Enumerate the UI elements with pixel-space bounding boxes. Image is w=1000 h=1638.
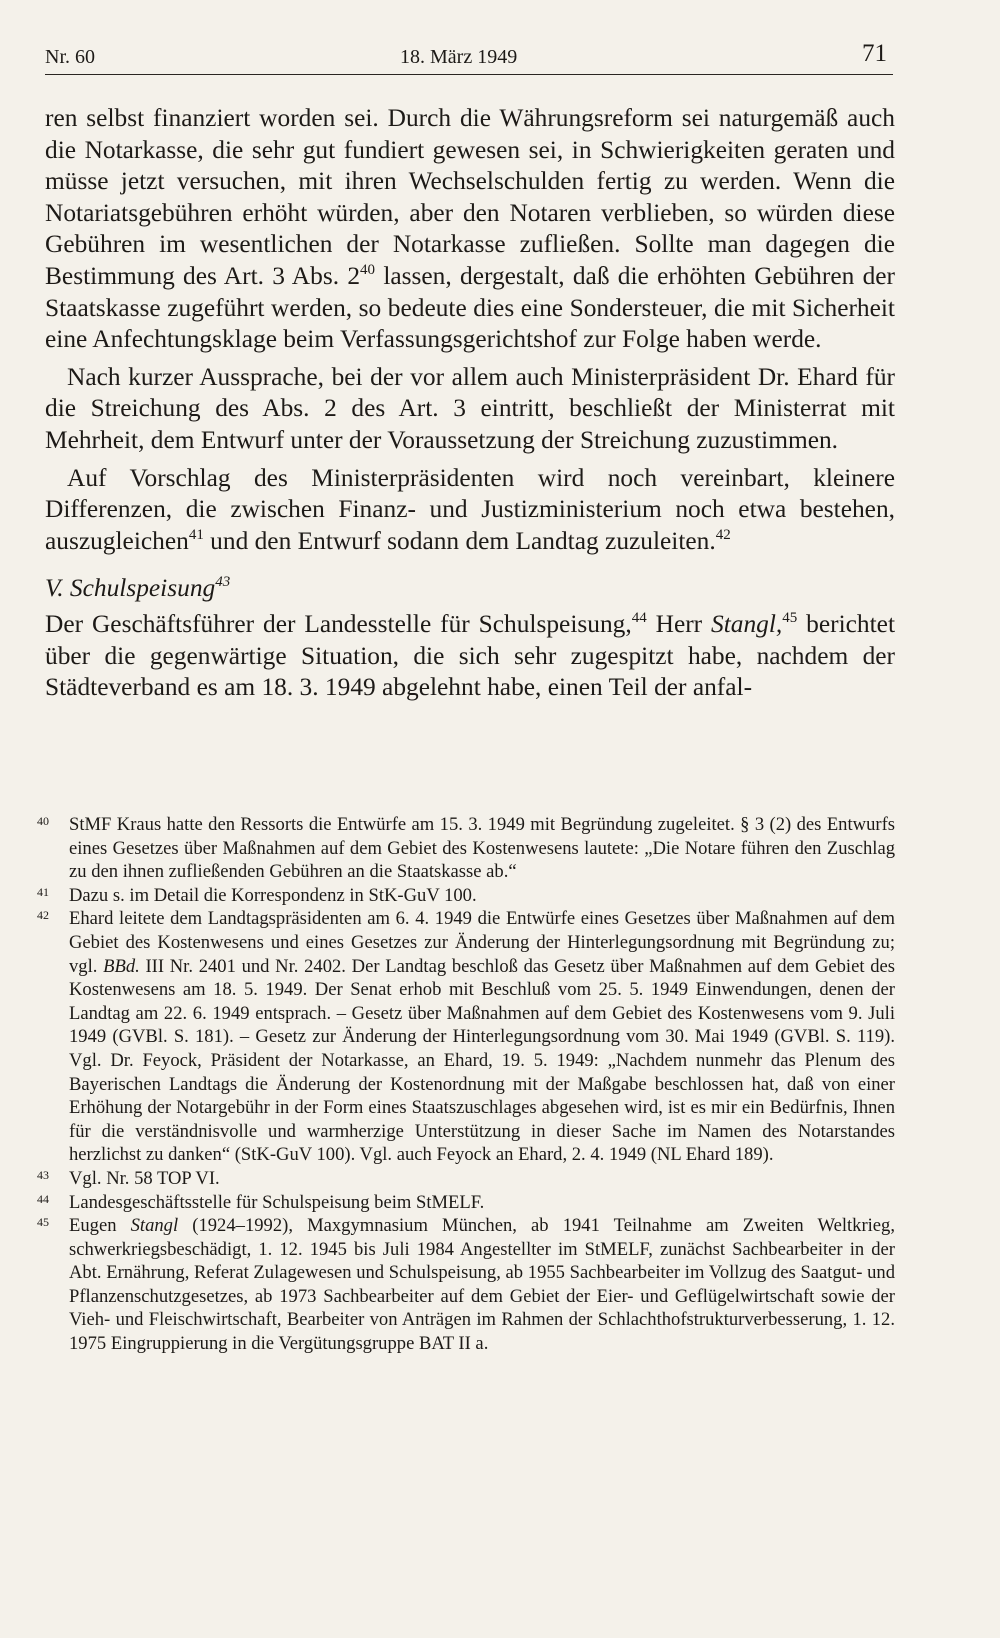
footnote-number: 40 (37, 814, 49, 828)
meeting-date: 18. März 1949 (400, 46, 518, 68)
paragraph: Auf Vorschlag des Ministerpräsidenten wird noch vereinbart, kleinere Differenzen, die zwischen Finanz- und Justizministerium noch etwa bestehen, auszugleichen$^{41}$ und den Entwurf sodann dem Landtag zuzuleiten.$^{42}$ (45, 463, 895, 555)
footnote-number: 41 (37, 884, 49, 899)
running-header (45, 40, 893, 75)
paragraph: Nach kurzer Aussprache, bei der vor allem auch Ministerpräsident Dr. Ehard für die Streichung des Abs. 2 des Art. 3 eintritt, beschließt der Ministerrat mit Mehrheit, dem Entwurf unter der Voraussetzung der Streichung zuzustimmen. (45, 362, 895, 454)
footnote-number: 43 (37, 1167, 49, 1182)
paragraph: ren selbst finanziert worden sei. Durch die Währungsreform sei naturgemäß auch die Notarkasse, die sehr gut fundiert gewesen sei, in Schwierigkeiten geraten und müsse jetzt versuchen, mit ihren Wechselschulden fertig zu werden. Wenn die Notariatsgebühren erhöht würden, aber den Notaren verblieben, so würden diese Gebühren im wesentlichen der Notarkasse zufließen. Sollte man dagegen die Bestimmung des Art. 3 Abs. $2^{40}$ lassen, dergestalt, daß die erhöhten Gebühren der Staatskasse zugeführt werden, so bedeute dies eine Sondersteuer, die mit Sicherheit eine Anfechtungsklage beim Verfassungsgerichtshof zur Folge haben werde. (45, 104, 895, 354)
footnote-number: 45 (37, 1215, 49, 1230)
footnote-number: 44 (37, 1191, 49, 1206)
footnote: 44 Landesgeschäftsstelle für Schulspeisung beim StMELF. (37, 1191, 485, 1213)
footnote: 40 StMF Kraus hatte den Ressorts die Entwürfe am 15. 3. 1949 mit Begründung zugeleitet. § 3 (2) des Entwurfs eines Gesetzes über Maßnahmen auf dem Gebiet des Kostenwesens lautete: „Die Notare führen den Zuschlag zu den ihnen zufließenden Gebühren an die Staatskasse ab.“ (37, 814, 895, 883)
section-heading: V. Schulspeisung$^{43}$ (45, 574, 231, 603)
footnote: 43 Vgl. Nr. 58 TOP VI. (37, 1167, 220, 1189)
page-number: 71 (862, 40, 887, 67)
footnote-ref: 42 (715, 526, 731, 543)
footnote: 45 Eugen Stangl (1924–1992), Maxgymnasium München, ab 1941 Teilnahme am Zweiten Weltkrieg, schwerkriegsbeschädigt, 1. 12. 1945 bis Juli 1984 Angestellter im StMELF, zunächst Sachbearbeiter in der Abt. Ernährung, Referat Zulagewesen und Schulspeisung, ab 1955 Sachbearbeiter im Vollzug des Saatgut- und Pflanzenschutzgesetzes, ab 1973 Sachbearbeiter auf dem Gebiet der Eier- und Geflügelwirtschaft sowie der Vieh- und Fleischwirtschaft, Bearbeiter von Anträgen im Rahmen der Schlachthofstrukturverbesserung, 1. 12. 1975 Eingruppierung in die Vergütungsgruppe BAT II a. (37, 1215, 896, 1355)
document-number: Nr. 60 (45, 46, 95, 68)
footnotes (37, 813, 896, 1356)
footnote-ref: 40 (360, 261, 376, 278)
paragraph: Der Geschäftsführer der Landesstelle für Schulspeisung,$^{44}$ Herr Stangl,$^{45}$ berichtet über die gegenwärtige Situation, die sich sehr zugespitzt habe, nachdem der Städteverband es am 18. 3. 1949 abgelehnt habe, einen Teil der anfal- (45, 609, 896, 702)
footnote: 41 Dazu s. im Detail die Korrespondenz in StK-GuV 100. (37, 884, 477, 906)
footnote-ref: 43 (215, 574, 231, 591)
footnote: 42 Ehard leitete dem Landtagspräsidenten am 6. 4. 1949 die Entwürfe eines Gesetzes über Maßnahmen auf dem Gebiet des Kostenwesens und eines Gesetzes zur Änderung der Hinterlegungsordnung mit Begründung zu; vgl. BBd. III Nr. 2401 und Nr. 2402. Der Landtag beschloß das Gesetz über Maßnahmen auf dem Gebiet des Kostenwesens am 18. 5. 1949. Der Senat erhob mit Beschluß vom 25. 5. 1949 Einwendungen, denen der Landtag am 22. 6. 1949 entsprach. – Gesetz über Maßnahmen auf dem Gebiet des Kostenwesens vom 9. Juli 1949 (GVBl. S. 181). – Gesetz zur Änderung der Hinterlegungsordnung vom 30. Mai 1949 (GVBl. S. 119). Vgl. Dr. Feyock, Präsident der Notarkasse, an Ehard, 19. 5. 1949: „Nachdem nunmehr das Plenum des Bayerischen Landtags die Änderung der Kostenordnung mit der Maßgabe beschlossen hat, daß von einer Erhöhung der Notargebühr in der Form eines Staatszuschlages abgesehen wird, ist es mir ein Bedürfnis, Ihnen für die verständnisvolle und warmherzige Unterstützung in dieser Sache im Namen des Notarstandes herzlichst zu danken“ (StK-GuV 100). Vgl. auch Feyock an Ehard, 2. 4. 1949 (NL Ehard 189). (37, 908, 895, 1166)
footnote-number: 42 (37, 908, 49, 923)
footnote-ref: 44 (631, 609, 647, 626)
footnote-ref: 45 (782, 609, 798, 626)
footnote-ref: 41 (188, 526, 204, 543)
main-text (45, 103, 895, 704)
